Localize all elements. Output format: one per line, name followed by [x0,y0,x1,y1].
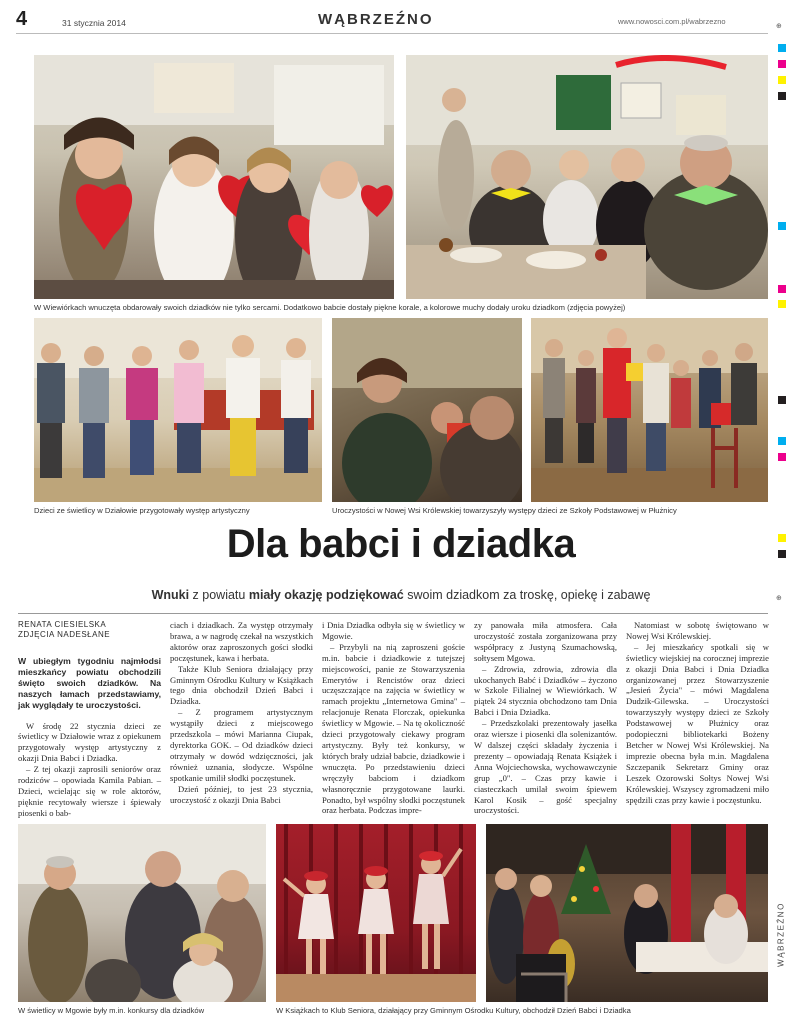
column-4-paragraph: – Zdrowia, zdrowia, zdrowia dla ukochanych Babć i Dziadków – życzono w Szkole Filialnej w Wiewiórkach. W piątek 24 stycznia obchodzono tam Dnia Babci i Dnia Dziadka. [474,663,617,718]
color-swatch-cyan [778,222,786,230]
subheadline-bold-2: miały okazję podziękować [248,588,404,602]
article-column-3 [322,620,465,816]
caption-bottom-right: W Książkach to Klub Seniora, działający przy Gminnym Ośrodku Kultury, obchodził Dzień Babci i Dziadka [276,1006,631,1015]
headline-rule [18,613,768,614]
article-column-5 [626,620,769,805]
color-swatch-black [778,396,786,404]
photo-dzialowo-performance-image [34,318,322,502]
photo-ksiazki-dance-image [276,824,476,1002]
article-column-1 [18,620,161,819]
color-swatch-yellow [778,76,786,84]
caption-bottom-left: W świetlicy w Mgowie były m.in. konkursy dla dziadków [18,1006,205,1015]
registration-mark-icon: ⊕ [776,594,782,602]
caption-top: W Wiewiórkach wnuczęta obdarowały swoich dziadków nie tylko sercami. Dodatkowo babcie dostały piękne korale, a kolorowe muchy dodały uroku dziadkom (zdjęcia powyżej) [34,303,626,312]
caption-middle-left: Dzieci ze świetlicy w Działowie przygotowały występ artystyczny [34,506,250,515]
photo-nowa-wies-singers-image [332,318,522,502]
photo-nowa-wies-school [531,318,768,502]
photo-dzialowo-performance [34,318,322,502]
color-swatch-cyan [778,437,786,445]
subheadline [0,588,802,602]
color-swatch-black [778,550,786,558]
photo-ksiazki-dance [276,824,476,1002]
column-5-paragraph: – Jej mieszkańcy spotkali się w świetlicy wiejskiej na corocznej imprezie z okazji Dnia Babci i Dnia Dziadka organizowanej przez Stowarzyszenie „Jesień Życia" – mówi Magdalena Dudzik-Gilewska. – Uroczystości towarzyszyły występy dzieci ze Szkoły Podstawowej w Płużnicy oraz podopieczni bibliotekarki Bożeny Betcher w Nowej Wsi Królewskiej. Na imprezie obecna była m.in. Magdalena Szczepanik Sekretarz Gminy oraz Leszek Ozorowski Sołtys Nowej Wsi Królewskiej. Wszyscy zgromadzeni miło spędzili czas przy kawie i poczęstunku. [626,641,769,805]
color-swatch-magenta [778,60,786,68]
column-3-paragraph: – Przybyli na nią zaproszeni goście m.in. babcie i dziadkowie z tutejszej miejscowości, panie ze Stowarzyszenia Emerytów i Rencistów oraz dzieci uczęszczające na zajęcia w świetlicy w ramach projektu „Internetowa Gmina" – relacjonuje Renata Florczak, opiekunka świetlicy w Mgowie. – Na tę okoliczność dzieci przygotowały ciekawy program artystyczny. Były też konkursy, w których brały udział babcie, dziadkowie i wnuczęta. Po przedstawieniu dzieci wręczyły babciom i dziadkom własnoręcznie przygotowane laurki. Ponadto, był wspólny słodki poczęstunek oraz herbata. Podczas impre- [322,641,465,816]
column-2-paragraph: – Z programem artystycznym wystąpiły dzieci z miejscowego przedszkola – mówi Marianna Ciupak, dyrektorka GOK. – Od dziadków dzieci otrzymały w dowód wdzięczności, jak również uznania, słodycze. Wspólne spotkanie umilił słodki poczęstunek. [170,707,313,783]
column-4-paragraph: – Przedszkolaki prezentowały jasełka oraz wiersze i piosenki dla solenizantów. W dalszej części składały życzenia i prezenty – opowiadają Renata Książek i Anna Wojciechowska, wychowawczynie grup „0". – Czas przy kawie i ciasteczkach umilał swoim śpiewem Karol Kosik – gość specjalny uroczystości. [474,718,617,816]
photo-mgowo-contest-image [18,824,266,1002]
color-swatch-yellow [778,534,786,542]
article-column-2 [170,620,313,805]
photo-mgowo-contest [18,824,266,1002]
column-1-paragraph: – Z tej okazji zaprosili seniorów oraz rodziców – opowiada Kamila Pabian. – Dzieci, wcielając się w role aktorów, pięknie recytowały wiersze i śpiewały piosenki o bab- [18,764,161,818]
photo-ksiazki-seniors-image [486,824,768,1002]
photo-grandchildren-hearts [34,55,394,299]
header-rule [16,33,768,34]
color-swatch-yellow [778,300,786,308]
byline-photos: ZDJĘCIA NADESŁANE [18,630,111,639]
column-2-paragraph: ciach i dziadkach. Za występ otrzymały brawa, a w nagrodę czekał na wszystkich aktorów oraz zaproszonych gości słodki poczęstunek, kawa i herbata. [170,620,313,663]
article-lead: W ubiegłym tygodniu najmłodsi mieszkańcy powiatu obchodzili święto swoich dziadków. Na naszych łamach przedstawiamy, jak wyglądały te uroczystości. [18,656,161,710]
page-date: 31 stycznia 2014 [62,18,126,28]
headline: Dla babci i dziadka [226,522,576,566]
side-section-label: WĄBRZEŹNO [776,902,786,967]
column-2-paragraph: Także Klub Seniora działający przy Gminnym Ośrodku Kultury w Książkach tego dnia obchodził Dzień Babci i Dziadka. [170,663,313,707]
photo-nowa-wies-school-image [531,318,768,502]
registration-mark-icon: ⊕ [776,22,782,30]
color-swatch-cyan [778,44,786,52]
subheadline-text-1: z powiatu [189,588,249,602]
photo-ksiazki-seniors [486,824,768,1002]
photo-nowa-wies-singers [332,318,522,502]
column-4-paragraph: zy panowała miła atmosfera. Cała uroczystość została zorganizowana przy współpracy z Justyną Szumachowską, sołtysem Mgowa. [474,620,617,663]
photo-grandparents-table-image [406,55,768,299]
subheadline-bold-1: Wnuki [151,588,190,602]
column-5-paragraph: Natomiast w sobotę świętowano w Nowej Wsi Królewskiej. [626,620,769,641]
photo-grandparents-table [406,55,768,299]
color-swatch-black [778,92,786,100]
caption-middle-right: Uroczystości w Nowej Wsi Królewskiej towarzyszyły występy dzieci ze Szkoły Podstawowej w Płużnicy [332,506,677,515]
column-1-paragraph: W środę 22 stycznia dzieci ze świetlicy w Działowie wraz z opiekunem przygotowały występ artystyczny z okazji Dnia Babci i Dziadka. [18,720,161,764]
byline [18,620,161,640]
section-title: WĄBRZEŹNO [318,11,434,28]
section-url: www.nowosci.com.pl/wabrzezno [618,17,726,26]
column-2-paragraph: Dzień później, to jest 23 stycznia, uroczystość z okazji Dnia Babci [170,783,313,805]
byline-author: RENATA CIESIELSKA [18,620,107,629]
photo-grandchildren-hearts-image [34,55,394,299]
color-swatch-magenta [778,285,786,293]
subheadline-text-2: swoim dziadkom za troskę, opiekę i zabawę [403,588,651,602]
color-swatch-magenta [778,453,786,461]
page-number: 4 [16,8,28,30]
column-3-paragraph: i Dnia Dziadka odbyła się w świetlicy w Mgowie. [322,620,465,641]
article-column-4 [474,620,617,816]
